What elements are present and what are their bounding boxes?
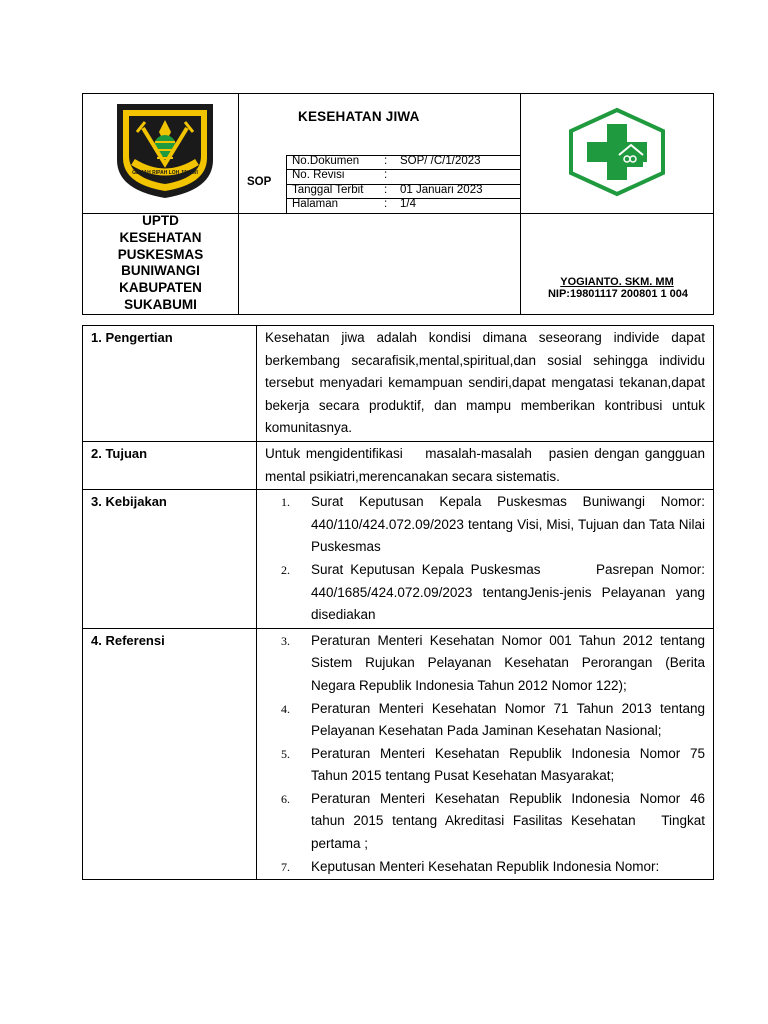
- section-text: Kesehatan jiwa adalah kondisi dimana seseorang individe dapat berkembang secarafisik,mental,spiritual,dan sosial sehingga individu tersebut menyadari kemampuan sendiri,dapat mengatasi tekanan,dapat bekerja secara produktif, dan mampu memberikan kontribusi untuk komunitasnya.: [265, 330, 705, 436]
- section-referensi: [83, 629, 713, 880]
- list-item: 6. Peraturan Menteri Kesehatan Republik Indonesia Nomor 46 tahun 2015 tentang Akreditasi Fasilitas Kesehatan Tingkat pertama ;: [281, 790, 709, 852]
- list-item: 3. Peraturan Menteri Kesehatan Nomor 001 Tahun 2012 tentang Sistem Rujukan Pelayanan Kesehatan Perorangan (Berita Negara Republik Indonesia Tahun 2012 Nomor 122);: [281, 632, 705, 693]
- section-pengertian: [83, 326, 713, 442]
- section-label: 1. Pengertian: [83, 326, 257, 441]
- document-title: KESEHATAN JIWA: [298, 109, 420, 124]
- section-label: 3. Kebijakan: [83, 490, 257, 628]
- list-item: 5. Peraturan Menteri Kesehatan Republik Indonesia Nomor 75 Tahun 2015 tentang Pusat Kesehatan Masyarakat;: [281, 745, 705, 784]
- section-label: 4. Referensi: [83, 629, 257, 880]
- section-list: [257, 490, 713, 628]
- svg-text:GEMAH RIPAH LOH JINAWI: GEMAH RIPAH LOH JINAWI: [132, 170, 198, 176]
- meta-row-halaman: Halaman : 1/4: [292, 198, 416, 210]
- sop-content-table: [82, 325, 714, 880]
- kabupaten-sukabumi-logo: [115, 102, 215, 200]
- list-item: 4. Peraturan Menteri Kesehatan Nomor 71 Tahun 2013 tentang Pelayanan Kesehatan Pada Jaminan Kesehatan Nasional;: [281, 700, 705, 739]
- organization-name: UPTD KESEHATAN PUSKESMAS BUNIWANGI KABUPATEN SUKABUMI: [117, 213, 204, 312]
- section-text: Untuk mengidentifikasi masalah-masalah pasien dengan gangguan mental psikiatri,merencanakan secara sistematis.: [265, 445, 709, 484]
- meta-row-no-revisi: No. Revisi :: [292, 169, 388, 181]
- signer-block: [521, 276, 713, 300]
- section-label: 2. Tujuan: [83, 442, 257, 489]
- list-item: 1. Surat Keputusan Kepala Puskesmas Buniwangi Nomor: 440/110/424.072.09/2023 tentang Visi, Misi, Tujuan dan Tata Nilai Puskesmas: [281, 494, 705, 555]
- meta-row-tanggal-terbit: Tanggal Terbit : 01 Januari 2023: [292, 184, 483, 196]
- list-item: 2. Surat Keputusan Kepala Puskesmas Pasrepan Nomor: 440/1685/424.072.09/2023 tentangJenis-jenis Pelayanan yang disediakan: [281, 561, 709, 623]
- section-kebijakan: [83, 490, 713, 629]
- signer-name: YOGIANTO. SKM. MM: [560, 276, 674, 288]
- section-list: [257, 629, 713, 880]
- puskesmas-logo: [567, 107, 667, 197]
- sop-label: SOP: [247, 176, 272, 188]
- list-item: 7. Keputusan Menteri Kesehatan Republik Indonesia Nomor:: [281, 858, 660, 874]
- meta-row-no-dokumen: No.Dokumen : SOP/ /C/1/2023: [292, 155, 481, 167]
- signer-nip: NIP:19801117 200801 1 004: [547, 288, 689, 300]
- section-tujuan: [83, 442, 713, 490]
